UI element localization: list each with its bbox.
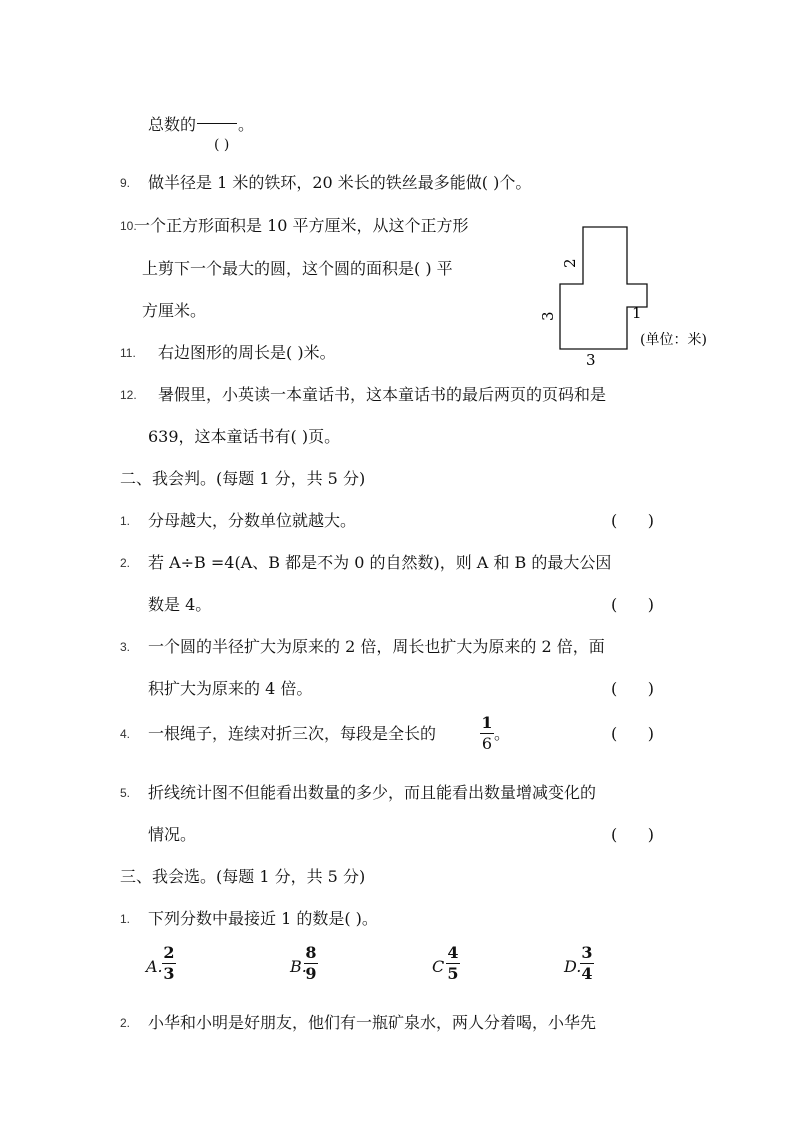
judge-2-line2: 数是 4。	[148, 595, 212, 614]
q12-number: 12.	[120, 388, 137, 402]
figure-outline	[560, 227, 647, 349]
q12-line1: 暑假里，小英读一本童话书，这本童话书的最后两页的页码和是	[158, 385, 607, 404]
judge-3-answer-blank[interactable]: ( )	[611, 679, 654, 698]
q12-line2: 639，这本童话书有( )页。	[148, 427, 341, 446]
judge-4-number: 4.	[120, 727, 131, 741]
judge-5-line2: 情况。	[148, 825, 197, 844]
choose-2-text: 小华和小明是好朋友，他们有一瓶矿泉水，两人分着喝，小华先	[148, 1013, 597, 1032]
judge-3-number: 3.	[120, 640, 131, 654]
section-3-title: 三、我会选。(每题 1 分，共 5 分)	[120, 867, 366, 886]
fraction-denominator: 6	[481, 734, 493, 753]
judge-5-line1: 折线统计图不但能看出数量的多少，而且能看出数量增减变化的	[148, 783, 597, 802]
fraction-numerator: 3	[581, 943, 593, 962]
judge-4-text: 一根绳子，连续对折三次，每段是全长的	[148, 724, 437, 743]
q11-text: 右边图形的周长是( )米。	[158, 343, 336, 362]
q10-number: 10.	[120, 219, 137, 233]
fraction-denominator: 3	[163, 964, 175, 983]
fraction-numerator: 1	[481, 713, 493, 732]
judge-4-period: 。	[494, 724, 511, 743]
label-right: 1	[632, 304, 642, 322]
q11-number: 11.	[120, 346, 136, 360]
label-top-left: 2	[561, 258, 579, 268]
q8-tail-text: 总数的	[148, 115, 197, 134]
choose-1-number: 1.	[120, 912, 131, 926]
judge-2-line1: 若 A÷B =4(A、B 都是不为 0 的自然数)，则 A 和 B 的最大公因	[148, 553, 612, 572]
option-c-fraction	[446, 944, 460, 983]
option-b-fraction	[304, 944, 318, 983]
judge-5-number: 5.	[120, 786, 131, 800]
judge-1-text: 分母越大，分数单位就越大。	[148, 511, 357, 530]
judge-2-answer-blank[interactable]: ( )	[611, 595, 654, 614]
judge-4-answer-blank[interactable]: ( )	[611, 724, 654, 743]
option-d-label: D.	[564, 957, 582, 976]
q8-fraction-denominator: ( )	[214, 137, 230, 153]
fraction-blank-line	[197, 123, 237, 124]
judge-3-line1: 一个圆的半径扩大为原来的 2 倍，周长也扩大为原来的 2 倍，面	[148, 637, 605, 656]
perimeter-figure	[536, 214, 726, 374]
q9-text: 做半径是 1 米的铁环，20 米长的铁丝最多能做( )个。	[148, 173, 532, 192]
q10-line1: 一个正方形面积是 10 平方厘米，从这个正方形	[134, 216, 469, 235]
judge-3-line2: 积扩大为原来的 4 倍。	[148, 679, 313, 698]
q10-line3: 方厘米。	[142, 301, 207, 320]
option-a-label: A.	[146, 957, 163, 976]
judge-1-number: 1.	[120, 514, 131, 528]
choose-2-number: 2.	[120, 1016, 131, 1030]
choose-1-text: 下列分数中最接近 1 的数是( )。	[148, 909, 378, 928]
unit-label: (单位：米)	[640, 332, 707, 348]
fraction-denominator: 9	[305, 964, 317, 983]
fraction-numerator: 2	[163, 943, 175, 962]
q10-line2: 上剪下一个最大的圆，这个圆的面积是( ) 平	[142, 259, 453, 278]
fraction-numerator: 4	[447, 943, 459, 962]
fraction-denominator: 5	[447, 964, 459, 983]
option-b-label: B.	[290, 957, 307, 976]
fraction-numerator: 8	[305, 943, 317, 962]
option-c-label: C	[432, 957, 445, 976]
q8-tail: 总数的 。	[148, 115, 255, 134]
judge-5-answer-blank[interactable]: ( )	[611, 825, 654, 844]
judge-1-answer-blank[interactable]: ( )	[611, 511, 654, 530]
judge-2-number: 2.	[120, 556, 131, 570]
fraction-denominator: 4	[581, 964, 593, 983]
judge-4-fraction	[480, 714, 494, 753]
option-a-fraction	[162, 944, 176, 983]
label-left: 3	[539, 311, 557, 321]
label-bottom: 3	[586, 351, 596, 369]
q9-number: 9.	[120, 176, 131, 190]
section-2-title: 二、我会判。(每题 1 分，共 5 分)	[120, 469, 366, 488]
option-d-fraction	[580, 944, 594, 983]
